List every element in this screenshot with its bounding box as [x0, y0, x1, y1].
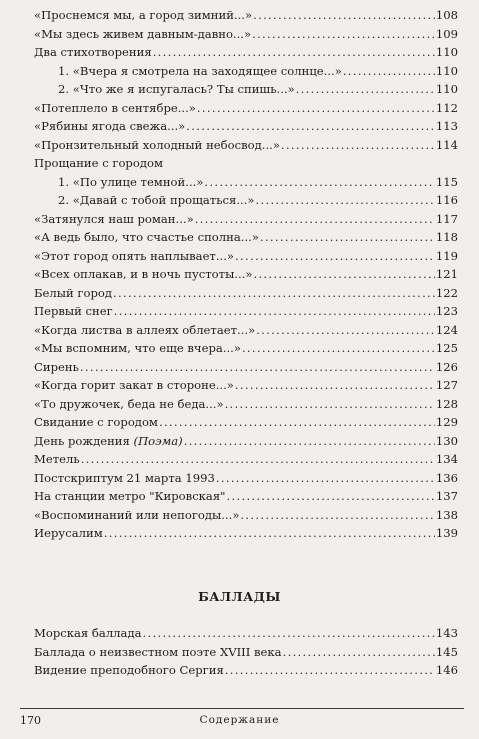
toc-entry-title	[34, 661, 224, 680]
toc-entry-title-text: Метель	[34, 452, 80, 466]
dot-leader	[260, 228, 435, 247]
toc-entry-title-text: Два стихотворения	[34, 45, 152, 59]
dot-leader	[81, 450, 435, 469]
toc-entry-title-text: «Всех оплакав, и в ночь пустоты...»	[34, 267, 253, 281]
dot-leader	[235, 376, 435, 395]
toc-entry	[34, 413, 458, 432]
toc-entry-title	[34, 99, 196, 118]
toc-entry-page: 138	[435, 507, 458, 522]
toc-entry-title-text: 1. «По улице темной...»	[58, 174, 204, 189]
toc-entry-title	[34, 321, 255, 340]
toc-entry-page: 127	[435, 378, 458, 392]
toc-entry-title-text: «А ведь было, что счастье сполна...»	[34, 230, 259, 244]
toc-entry-page: 146	[435, 663, 458, 677]
toc-entry-title	[34, 432, 183, 451]
toc-entry-title	[58, 80, 295, 99]
dot-leader	[235, 247, 435, 266]
toc-entry-page: 116	[435, 193, 458, 207]
toc-entry	[34, 284, 458, 303]
toc-entry-title	[34, 117, 185, 136]
toc-entry-page: 137	[435, 489, 458, 503]
toc-entry-title-text: Свидание с городом	[34, 415, 158, 429]
toc-entry-title	[34, 376, 234, 395]
toc-entry	[34, 450, 458, 469]
dot-leader	[240, 506, 434, 525]
toc-entry-page: 124	[435, 322, 458, 337]
toc-entry-title-text: 2. «Что же я испугалась? Ты спишь...»	[58, 82, 295, 96]
running-footer: Содержание	[199, 714, 280, 726]
toc-entry-title-text: «Мы здесь живем давным-давно...»	[34, 26, 252, 41]
toc-entry	[34, 228, 458, 247]
toc-entry-page: 114	[435, 137, 458, 152]
toc-entry	[34, 154, 458, 173]
toc-entry	[34, 247, 458, 266]
toc-entry	[34, 624, 458, 643]
toc-entry-page: 136	[435, 470, 458, 485]
toc-entry-title-text: Иерусалим	[34, 526, 103, 540]
toc-entry-page: 130	[435, 433, 458, 448]
toc-entry-title	[34, 284, 112, 303]
toc-entry-title	[34, 395, 224, 414]
toc-entry-page: 126	[435, 359, 458, 374]
toc-entry-page: 134	[435, 452, 458, 466]
toc-entry	[34, 80, 458, 99]
dot-leader	[227, 487, 435, 506]
toc-entry	[34, 339, 458, 358]
toc-entry	[34, 99, 458, 118]
toc-entry-title-text: «Проснемся мы, а город зимний...»	[34, 8, 253, 22]
dot-leader	[195, 210, 435, 229]
toc-entry-title	[34, 210, 194, 229]
dot-leader	[104, 524, 435, 543]
toc-entry	[34, 661, 458, 680]
toc-entry	[34, 6, 458, 25]
dot-leader	[253, 265, 434, 284]
toc-entry-title	[58, 62, 342, 81]
toc-entry-title-text: «Затянулся наш роман...»	[34, 211, 194, 226]
toc-entry-page: 128	[435, 396, 458, 411]
toc-entry-title-text: Прощание с городом	[34, 156, 163, 170]
toc-entry-title	[34, 228, 259, 247]
dot-leader	[184, 432, 435, 451]
toc-entry-page: 113	[435, 119, 458, 133]
toc-entry-page: 115	[435, 174, 458, 189]
toc-entry-page: 145	[435, 644, 458, 659]
toc-list	[34, 6, 458, 543]
toc-entry-title	[34, 450, 80, 469]
toc-entry-page: 139	[435, 526, 458, 540]
toc-entry-title	[34, 487, 226, 506]
toc-entry	[34, 358, 458, 377]
toc-entry	[34, 117, 458, 136]
toc-entry-title	[34, 265, 252, 284]
page-number: 170	[20, 714, 41, 727]
dot-leader	[143, 624, 435, 643]
toc-entry-title	[34, 524, 103, 543]
toc-list-ballads	[34, 624, 458, 680]
toc-entry	[34, 376, 458, 395]
toc-entry-title	[34, 25, 251, 44]
dot-leader	[204, 173, 434, 192]
dot-leader	[159, 413, 435, 432]
toc-entry-page: 110	[435, 45, 458, 59]
toc-entry-title-text: «Рябины ягода свежа...»	[34, 119, 186, 133]
toc-entry-title	[34, 43, 152, 62]
dot-leader	[153, 43, 435, 62]
dot-leader	[283, 643, 435, 662]
dot-leader	[225, 661, 435, 680]
toc-entry-title-text: Первый снег	[34, 304, 113, 318]
toc-entry	[34, 62, 458, 81]
toc-entry-title	[34, 624, 142, 643]
toc-entry	[34, 43, 458, 62]
toc-entry-title-text: Белый город	[34, 285, 112, 300]
toc-entry	[34, 487, 458, 506]
toc-entry	[34, 210, 458, 229]
toc-entry-title-text: День рождения	[34, 433, 130, 448]
toc-entry-title	[58, 191, 254, 210]
toc-entry-page: 122	[435, 285, 458, 300]
toc-entry	[34, 524, 458, 543]
toc-entry-title	[34, 643, 282, 662]
toc-entry-title	[58, 173, 203, 192]
dot-leader	[197, 99, 435, 118]
toc-entry-title-text: «Воспоминаний или непогоды...»	[34, 507, 240, 522]
toc-entry-title	[34, 136, 280, 155]
dot-leader	[252, 25, 435, 44]
footer-rule	[20, 708, 464, 709]
toc-entry	[34, 265, 458, 284]
toc-entry-page: 108	[435, 8, 458, 22]
toc-entry-title-text: Постскриптум 21 марта 1993	[34, 470, 215, 485]
toc-entry	[34, 25, 458, 44]
dot-leader	[186, 117, 435, 136]
toc-entry-title-text: 2. «Давай с тобой прощаться...»	[58, 193, 255, 207]
toc-entry	[34, 506, 458, 525]
toc-entry-title	[34, 358, 79, 377]
toc-entry-title	[34, 6, 252, 25]
toc-entry-title	[34, 302, 113, 321]
dot-leader	[114, 302, 435, 321]
toc-entry-title-text: Сирень	[34, 359, 79, 374]
toc-entry-title	[34, 247, 234, 266]
dot-leader	[216, 469, 435, 488]
toc-entry-title-text: Баллада о неизвестном поэте XVIII века	[34, 644, 282, 659]
toc-entry-page: 119	[435, 248, 458, 263]
toc-entry-title-text: «Мы вспомним, что еще вчера...»	[34, 341, 241, 355]
toc-entry	[34, 173, 458, 192]
toc-entry-title-text: На станции метро "Кировская"	[34, 489, 226, 503]
dot-leader	[296, 80, 435, 99]
toc-entry	[34, 643, 458, 662]
dot-leader	[343, 62, 435, 81]
section-title: БАЛЛАДЫ	[198, 589, 281, 604]
toc-entry-title-text: 1. «Вчера я смотрела на заходящее солнце...»	[58, 63, 342, 78]
toc-entry-page: 117	[435, 211, 458, 226]
toc-entry-title	[34, 413, 158, 432]
toc-entry-page: 123	[435, 304, 458, 318]
toc-entry-page: 121	[435, 267, 458, 281]
dot-leader	[80, 358, 435, 377]
toc-entry-title-text: «Пронзительный холодный небосвод...»	[34, 137, 280, 152]
toc-entry-title-text: «Когда горит закат в стороне...»	[34, 378, 234, 392]
toc-entry	[34, 321, 458, 340]
toc-entry-page: 110	[435, 82, 458, 96]
toc-entry-page: 129	[435, 415, 458, 429]
dot-leader	[255, 191, 434, 210]
dot-leader	[242, 339, 435, 358]
toc-entry	[34, 432, 458, 451]
toc-entry-title-text: «Этот город опять наплывает...»	[34, 248, 234, 263]
toc-entry-page: 110	[435, 63, 458, 78]
toc-entry	[34, 302, 458, 321]
dot-leader	[225, 395, 435, 414]
toc-entry	[34, 395, 458, 414]
toc-entry-title-text: «То дружочек, беда не беда...»	[34, 396, 224, 411]
toc-entry-page: 112	[435, 100, 458, 115]
toc-entry-page: 118	[435, 230, 458, 244]
toc-entry-title-text: «Потеплело в сентябре...»	[34, 100, 196, 115]
dot-leader	[113, 284, 435, 303]
toc-entry-title	[34, 506, 239, 525]
toc-entry-page: 125	[435, 341, 458, 355]
dot-leader	[253, 6, 435, 25]
toc-entry-page: 143	[435, 626, 458, 640]
toc-entry-title-text: Видение преподобного Сергия	[34, 663, 224, 677]
toc-entry-title	[34, 469, 215, 488]
toc-entry-title	[34, 154, 163, 173]
toc-entry-page: 109	[435, 26, 458, 41]
toc-entry	[34, 191, 458, 210]
toc-entry	[34, 469, 458, 488]
toc-entry-title	[34, 339, 241, 358]
toc-entry	[34, 136, 458, 155]
toc-entry-note: (Поэма)	[133, 433, 183, 448]
dot-leader	[256, 321, 435, 340]
toc-entry-title-text: Морская баллада	[34, 626, 142, 640]
toc-entry-title-text: «Когда листва в аллеях облетает...»	[34, 322, 256, 337]
dot-leader	[281, 136, 435, 155]
